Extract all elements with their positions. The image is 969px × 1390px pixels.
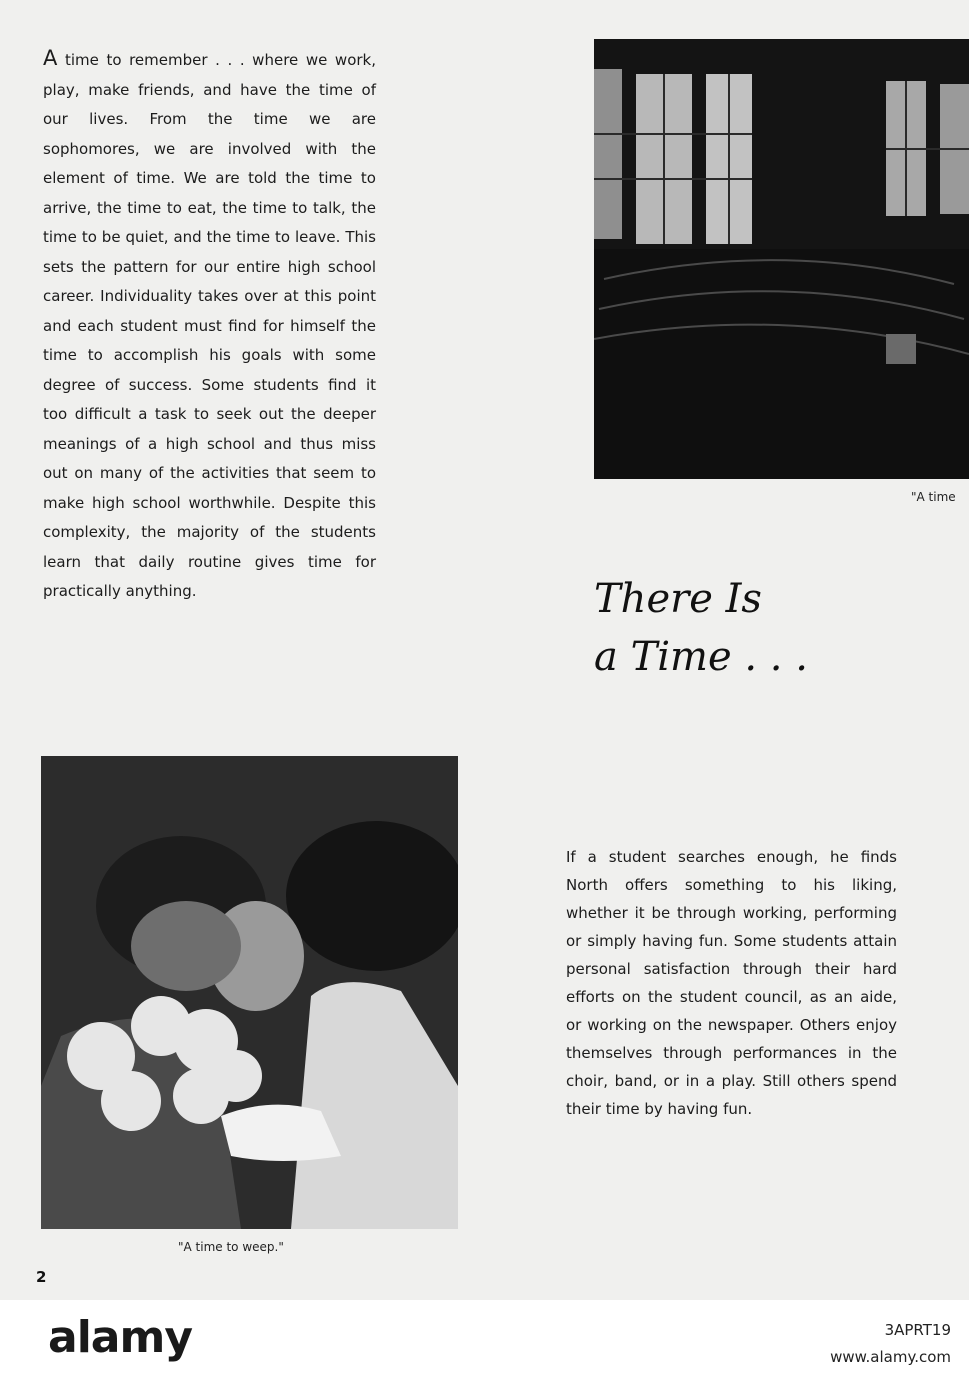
- stock-watermark-footer: [0, 1300, 969, 1390]
- image-id: 3APRT19: [884, 1321, 951, 1339]
- intro-drop-cap: A: [43, 46, 58, 70]
- photo-caption-bottom: "A time to weep.": [178, 1240, 284, 1254]
- auditorium-photo: [594, 39, 969, 479]
- alamy-logo: alamy: [48, 1312, 192, 1363]
- page-number: 2: [36, 1268, 47, 1286]
- photo-caption-top: "A time: [911, 490, 956, 504]
- intro-text: time to remember . . . where we work, play, make friends, and have the time of our lives. From the time we are sophomores, we are involved with the element of time. We are told the time to arrive, the time to eat, the time to talk, the time to be quiet, and the time to leave. This sets the pattern for our entire high school career. Individuality takes over at this point and each student must find for himself the time to accomplish his goals with some degree of success. Some students find it too difficult a task to seek out the deeper meanings of a high school and thus miss out on many of the activities that seem to make high school worthwhile. Despite this complexity, the majority of the students learn that daily routine gives time for practically anything.: [43, 51, 376, 600]
- weeping-embrace-photo: [41, 756, 458, 1229]
- body-paragraph: If a student searches enough, he finds North offers something to his liking, whether it be through working, performing or simply having fun. Some students attain personal satisfaction through their hard efforts on the student council, as an aide, or working on the newspaper. Others enjoy themselves through performances in the choir, band, or in a play. Still others spend their time by having fun.: [566, 848, 897, 1118]
- site-url: www.alamy.com: [830, 1348, 951, 1366]
- page-headline: [594, 570, 954, 686]
- intro-paragraph: [43, 46, 376, 607]
- headline-line-2: a Time . . .: [594, 634, 808, 680]
- headline-line-1: There Is: [594, 576, 762, 622]
